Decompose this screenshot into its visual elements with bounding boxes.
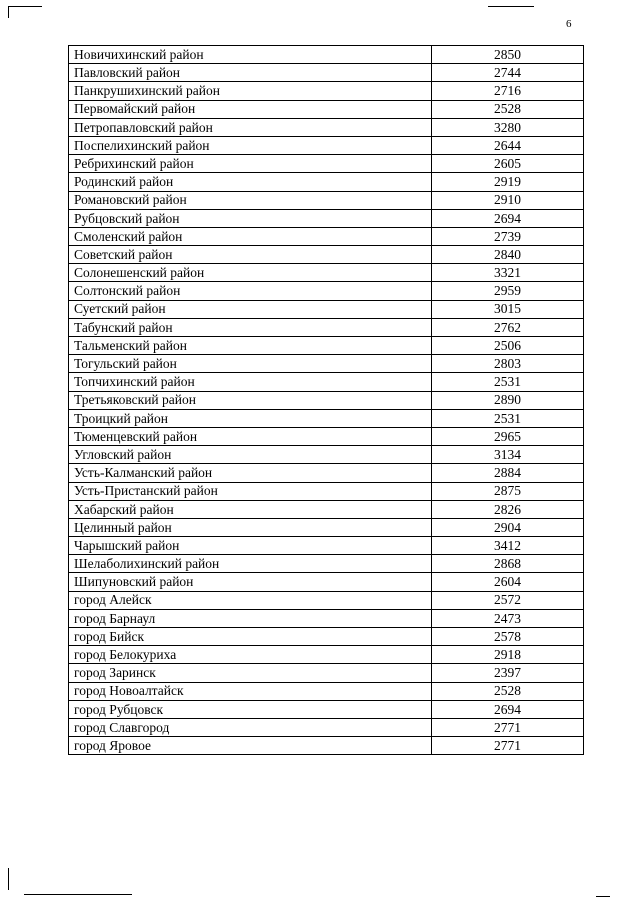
value-cell: 2744 <box>432 64 584 82</box>
district-name-cell: Солонешенский район <box>69 264 432 282</box>
value-cell: 2868 <box>432 555 584 573</box>
table-row <box>69 282 584 300</box>
value-cell: 2506 <box>432 337 584 355</box>
value-cell: 2531 <box>432 409 584 427</box>
table-row <box>69 136 584 154</box>
district-name-cell: Чарышский район <box>69 537 432 555</box>
district-name-cell: Первомайский район <box>69 100 432 118</box>
district-name-cell: город Алейск <box>69 591 432 609</box>
value-cell: 3280 <box>432 118 584 136</box>
district-name-cell: город Славгород <box>69 718 432 736</box>
district-name-cell: Шипуновский район <box>69 573 432 591</box>
table-row <box>69 391 584 409</box>
page-number: 6 <box>566 18 572 30</box>
table-row <box>69 573 584 591</box>
district-name-cell: город Рубцовск <box>69 700 432 718</box>
value-cell: 2473 <box>432 609 584 627</box>
district-name-cell: Топчихинский район <box>69 373 432 391</box>
table-row <box>69 100 584 118</box>
value-cell: 2919 <box>432 173 584 191</box>
table-row <box>69 337 584 355</box>
value-cell: 3321 <box>432 264 584 282</box>
district-name-cell: город Барнаул <box>69 609 432 627</box>
district-name-cell: Хабарский район <box>69 500 432 518</box>
table-row <box>69 700 584 718</box>
table-row <box>69 246 584 264</box>
table-row <box>69 628 584 646</box>
value-cell: 2840 <box>432 246 584 264</box>
district-name-cell: Ребрихинский район <box>69 155 432 173</box>
table-row <box>69 209 584 227</box>
value-cell: 2762 <box>432 318 584 336</box>
table-row <box>69 682 584 700</box>
corner-mark-bottom-left-h <box>24 894 132 895</box>
value-cell: 2850 <box>432 46 584 64</box>
table-row <box>69 82 584 100</box>
corner-mark-top-left-h <box>8 6 42 7</box>
table-row <box>69 46 584 64</box>
value-cell: 2644 <box>432 136 584 154</box>
table-row <box>69 373 584 391</box>
district-name-cell: город Заринск <box>69 664 432 682</box>
table-row <box>69 118 584 136</box>
district-name-cell: Поспелихинский район <box>69 136 432 154</box>
table-row <box>69 64 584 82</box>
table-row <box>69 318 584 336</box>
district-name-cell: Угловский район <box>69 446 432 464</box>
table-row <box>69 718 584 736</box>
district-name-cell: город Яровое <box>69 737 432 755</box>
value-cell: 2904 <box>432 518 584 536</box>
district-name-cell: Родинский район <box>69 173 432 191</box>
district-name-cell: Рубцовский район <box>69 209 432 227</box>
district-name-cell: Тальменский район <box>69 337 432 355</box>
corner-mark-bottom-right <box>596 896 610 897</box>
table-row <box>69 664 584 682</box>
value-cell: 2528 <box>432 682 584 700</box>
table-row <box>69 409 584 427</box>
table-row <box>69 264 584 282</box>
value-cell: 2965 <box>432 427 584 445</box>
table-row <box>69 537 584 555</box>
district-name-cell: Усть-Калманский район <box>69 464 432 482</box>
value-cell: 2890 <box>432 391 584 409</box>
district-name-cell: Смоленский район <box>69 227 432 245</box>
value-cell: 2572 <box>432 591 584 609</box>
value-cell: 2531 <box>432 373 584 391</box>
district-name-cell: Третьяковский район <box>69 391 432 409</box>
district-name-cell: Петропавловский район <box>69 118 432 136</box>
value-cell: 2959 <box>432 282 584 300</box>
table-row <box>69 646 584 664</box>
district-name-cell: Павловский район <box>69 64 432 82</box>
district-name-cell: Советский район <box>69 246 432 264</box>
district-name-cell: Тюменцевский район <box>69 427 432 445</box>
data-table-container <box>68 45 584 755</box>
value-cell: 3015 <box>432 300 584 318</box>
value-cell: 2918 <box>432 646 584 664</box>
corner-mark-bottom-left-v <box>8 868 9 890</box>
table-row <box>69 427 584 445</box>
district-name-cell: Солтонский район <box>69 282 432 300</box>
value-cell: 2884 <box>432 464 584 482</box>
table-row <box>69 173 584 191</box>
data-table <box>68 45 584 755</box>
district-name-cell: Новичихинский район <box>69 46 432 64</box>
table-row <box>69 555 584 573</box>
value-cell: 2739 <box>432 227 584 245</box>
value-cell: 2826 <box>432 500 584 518</box>
district-name-cell: Целинный район <box>69 518 432 536</box>
district-name-cell: Суетский район <box>69 300 432 318</box>
value-cell: 2578 <box>432 628 584 646</box>
table-row <box>69 591 584 609</box>
value-cell: 2694 <box>432 209 584 227</box>
value-cell: 2803 <box>432 355 584 373</box>
value-cell: 2604 <box>432 573 584 591</box>
value-cell: 2694 <box>432 700 584 718</box>
district-name-cell: город Новоалтайск <box>69 682 432 700</box>
value-cell: 2528 <box>432 100 584 118</box>
value-cell: 2875 <box>432 482 584 500</box>
value-cell: 2716 <box>432 82 584 100</box>
value-cell: 2771 <box>432 718 584 736</box>
table-row <box>69 355 584 373</box>
district-name-cell: Усть-Пристанский район <box>69 482 432 500</box>
value-cell: 2397 <box>432 664 584 682</box>
value-cell: 2910 <box>432 191 584 209</box>
district-name-cell: город Бийск <box>69 628 432 646</box>
table-row <box>69 500 584 518</box>
value-cell: 2605 <box>432 155 584 173</box>
table-row <box>69 482 584 500</box>
district-name-cell: Табунский район <box>69 318 432 336</box>
district-name-cell: Панкрушихинский район <box>69 82 432 100</box>
table-row <box>69 446 584 464</box>
table-row <box>69 464 584 482</box>
district-name-cell: Шелаболихинский район <box>69 555 432 573</box>
table-row <box>69 737 584 755</box>
table-row <box>69 300 584 318</box>
table-row <box>69 227 584 245</box>
value-cell: 2771 <box>432 737 584 755</box>
corner-mark-top-right <box>488 6 534 7</box>
district-name-cell: Троицкий район <box>69 409 432 427</box>
value-cell: 3134 <box>432 446 584 464</box>
district-name-cell: Тогульский район <box>69 355 432 373</box>
table-row <box>69 155 584 173</box>
table-row <box>69 518 584 536</box>
corner-mark-top-left-v <box>8 6 9 18</box>
district-name-cell: город Белокуриха <box>69 646 432 664</box>
value-cell: 3412 <box>432 537 584 555</box>
table-row <box>69 609 584 627</box>
district-name-cell: Романовский район <box>69 191 432 209</box>
table-row <box>69 191 584 209</box>
